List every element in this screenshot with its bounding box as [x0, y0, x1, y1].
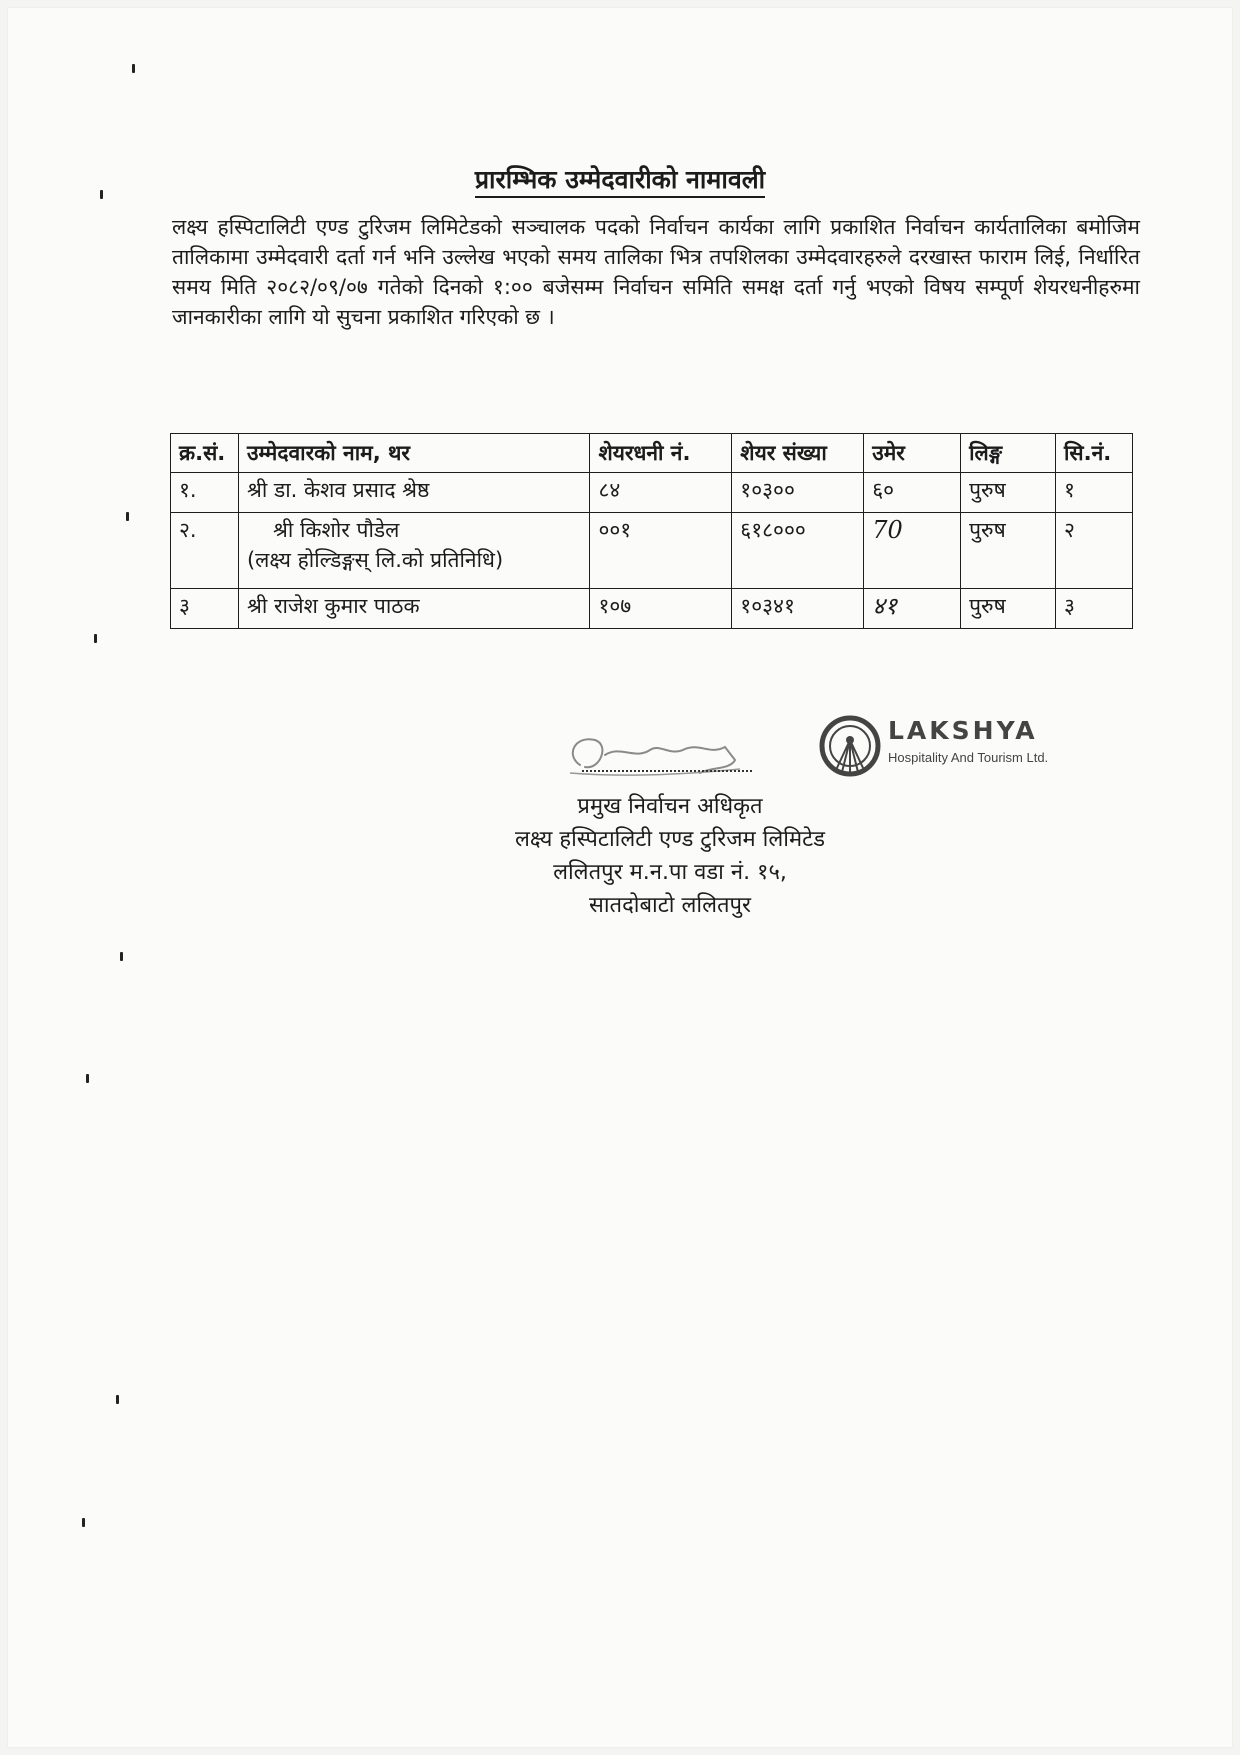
cell-gender: पुरुष — [961, 513, 1056, 589]
lakshya-sunburst-logo-icon — [818, 714, 882, 778]
cell-sn: २. — [171, 513, 239, 589]
scan-mark — [82, 1518, 85, 1527]
scan-mark — [86, 1074, 89, 1083]
header-sn: क्र.सं. — [171, 434, 239, 473]
cell-serial: १ — [1055, 473, 1132, 513]
header-serial: सि.नं. — [1055, 434, 1132, 473]
cell-age: ६० — [864, 473, 961, 513]
scan-mark — [116, 1395, 119, 1404]
signatory-org: लक्ष्य हस्पिटालिटी एण्ड टुरिजम लिमिटेड — [514, 827, 826, 852]
scan-mark — [132, 64, 135, 73]
scan-mark — [120, 952, 123, 961]
header-shareholder-no: शेयरधनी नं. — [590, 434, 732, 473]
cell-shareholder-no: १०७ — [590, 589, 732, 629]
logo-name: LAKSHYA — [888, 716, 1038, 745]
signatory-address-2: सातदोबाटो ललितपुर — [588, 893, 752, 918]
cell-sn: १. — [171, 473, 239, 513]
cell-shares: १०३४१ — [732, 589, 864, 629]
cell-age: ४१ — [864, 589, 961, 629]
signature-block — [0, 790, 1240, 922]
signatory-title: प्रमुख निर्वाचन अधिकृत — [577, 794, 763, 819]
company-logo — [818, 712, 1078, 782]
document-title — [0, 162, 1240, 198]
document-title-text: प्रारम्भिक उम्मेदवारीको नामावली — [475, 165, 765, 198]
cell-gender: पुरुष — [961, 589, 1056, 629]
notice-paragraph: लक्ष्य हस्पिटालिटी एण्ड टुरिजम लिमिटेडको सञ्चालक पदको निर्वाचन कार्यका लागि प्रकाशित निर्वाचन कार्यतालिका बमोजिम तालिकामा उम्मेदवारी दर्ता गर्न भनि उल्लेख भएको समय तालिका भित्र तपशिलका उम्मेदवारहरुले दरखास्त फाराम लिई, निर्धारित समय मिति २०८२/०९/०७ गतेको दिनको १:०० बजेसम्म निर्वाचन समिति समक्ष दर्ता गर्नु भएको विषय सम्पूर्ण शेयरधनीहरुमा जानकारीका लागि यो सुचना प्रकाशित गरिएको छ । — [172, 215, 1140, 329]
signatory-address-1: ललितपुर म.न.पा वडा नं. १५, — [553, 860, 787, 885]
table-row — [171, 589, 1133, 629]
header-shares: शेयर संख्या — [732, 434, 864, 473]
candidate-table — [170, 433, 1133, 629]
candidate-representation: (लक्ष्य होल्डिङ्गस् लि.को प्रतिनिधि) — [246, 548, 504, 572]
header-age: उमेर — [864, 434, 961, 473]
cell-age: 70 — [864, 513, 961, 589]
cell-shareholder-no: ८४ — [590, 473, 732, 513]
table-row — [171, 513, 1133, 589]
cell-serial: ३ — [1055, 589, 1132, 629]
cell-name — [238, 513, 589, 589]
cell-shares: ६१८००० — [732, 513, 864, 589]
table-header-row — [171, 434, 1133, 473]
cell-name — [238, 473, 589, 513]
table-row — [171, 473, 1133, 513]
header-name: उम्मेदवारको नाम, थर — [238, 434, 589, 473]
candidate-name: श्री राजेश कुमार पाठक — [246, 594, 420, 618]
candidate-name: श्री डा. केशव प्रसाद श्रेष्ठ — [246, 478, 430, 502]
cell-serial: २ — [1055, 513, 1132, 589]
cell-name — [238, 589, 589, 629]
cell-shareholder-no: ००१ — [590, 513, 732, 589]
cell-gender: पुरुष — [961, 473, 1056, 513]
header-gender: लिङ्ग — [961, 434, 1056, 473]
signature-line — [582, 770, 752, 772]
candidate-name: श्री किशोर पौडेल — [272, 518, 400, 542]
cell-shares: १०३०० — [732, 473, 864, 513]
scan-mark — [126, 512, 129, 521]
signature-scribble — [560, 725, 760, 785]
logo-subtitle: Hospitality And Tourism Ltd. — [888, 750, 1049, 765]
scan-mark — [94, 634, 97, 643]
cell-sn: ३ — [171, 589, 239, 629]
